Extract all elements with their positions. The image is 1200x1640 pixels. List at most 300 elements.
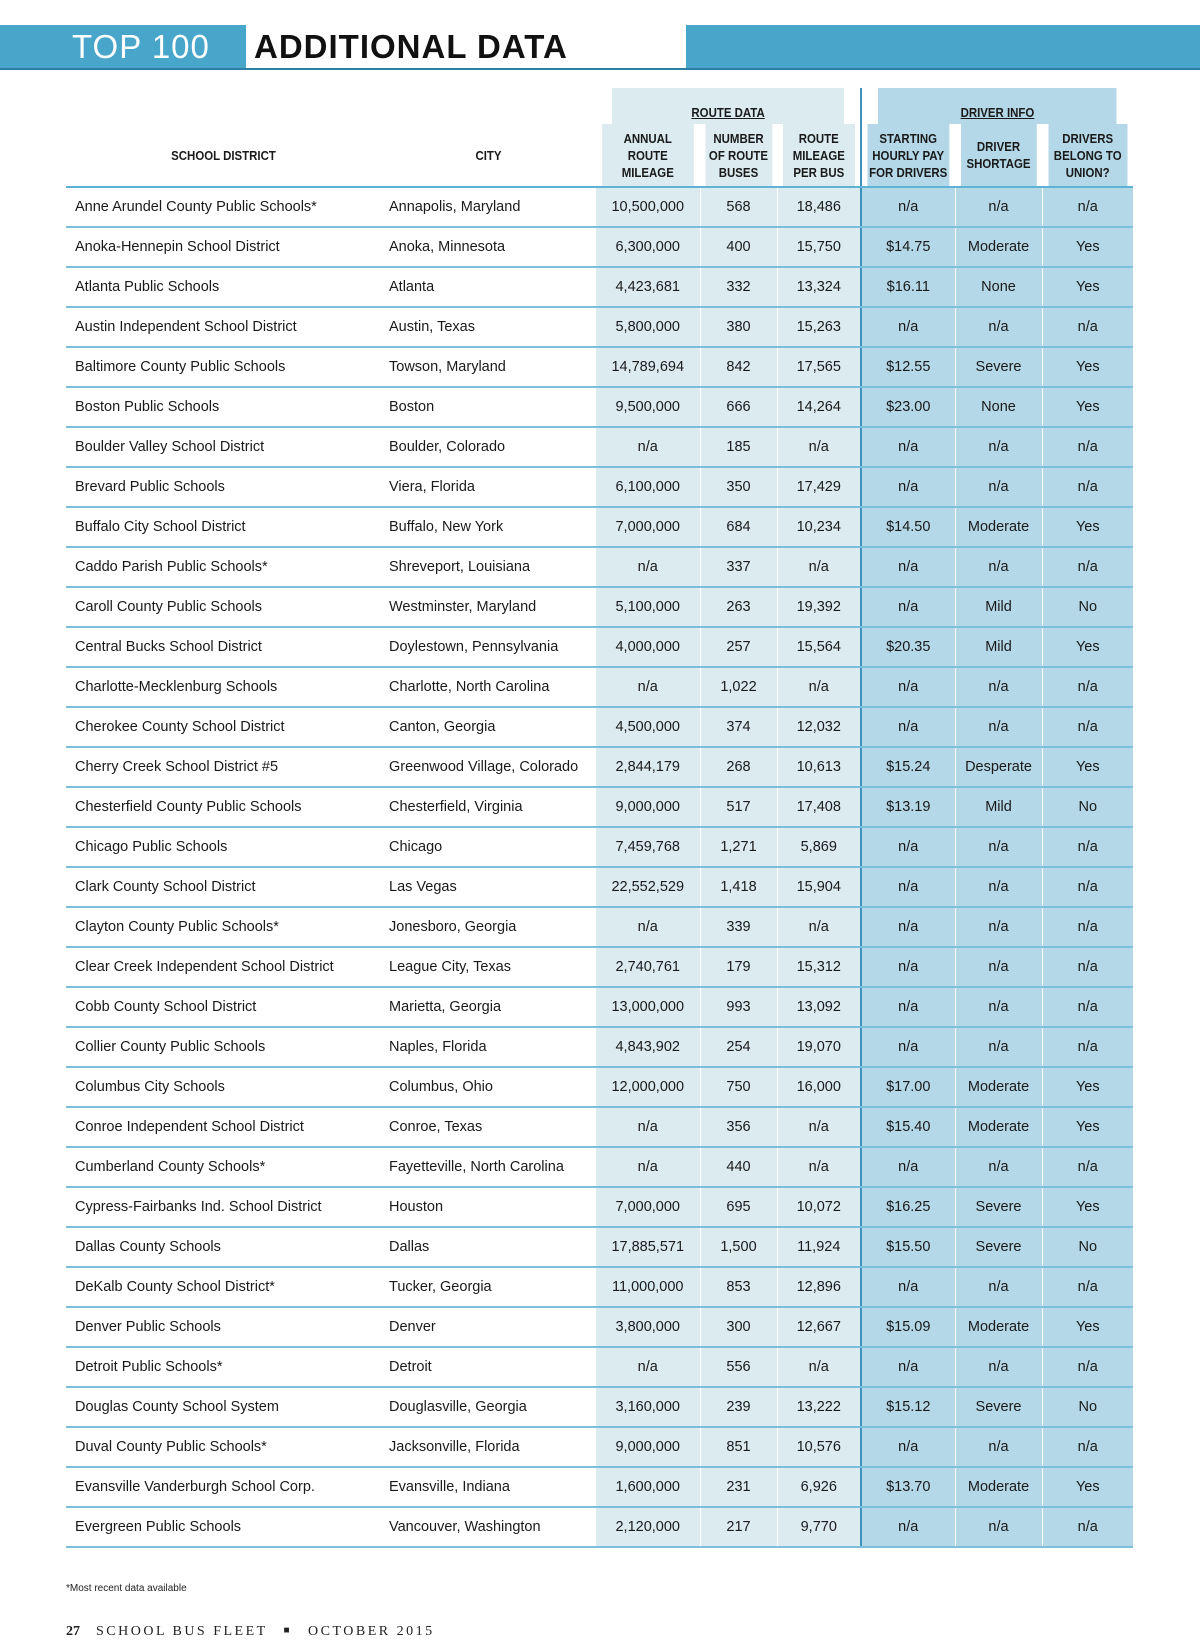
cell-union: Yes — [1042, 1107, 1133, 1147]
table-row — [66, 1307, 1133, 1347]
cell-city: Marietta, Georgia — [381, 987, 596, 1027]
cell-annual-mileage: 7,000,000 — [596, 507, 700, 547]
cell-union: Yes — [1042, 227, 1133, 267]
cell-annual-mileage: 2,120,000 — [596, 1507, 700, 1547]
district-data-table — [66, 88, 1133, 1548]
col-header-shortage: DRIVER SHORTAGE — [960, 124, 1037, 187]
cell-city: Tucker, Georgia — [381, 1267, 596, 1307]
cell-city: Austin, Texas — [381, 307, 596, 347]
cell-union: Yes — [1042, 1067, 1133, 1107]
cell-hourly-pay: $16.25 — [861, 1187, 955, 1227]
cell-district: Douglas County School System — [66, 1387, 381, 1427]
cell-union: Yes — [1042, 1467, 1133, 1507]
cell-union: Yes — [1042, 507, 1133, 547]
table-row — [66, 947, 1133, 987]
cell-mileage-per-bus: n/a — [777, 1147, 861, 1187]
table-row — [66, 1347, 1133, 1387]
cell-driver-shortage: n/a — [955, 907, 1042, 947]
cell-hourly-pay: $13.19 — [861, 787, 955, 827]
cell-district: Conroe Independent School District — [66, 1107, 381, 1147]
cell-city: Charlotte, North Carolina — [381, 667, 596, 707]
cell-district: Denver Public Schools — [66, 1307, 381, 1347]
cell-hourly-pay: $16.11 — [861, 267, 955, 307]
cell-mileage-per-bus: 17,408 — [777, 787, 861, 827]
cell-driver-shortage: None — [955, 267, 1042, 307]
cell-union: n/a — [1042, 427, 1133, 467]
cell-district: Chicago Public Schools — [66, 827, 381, 867]
cell-annual-mileage: 7,000,000 — [596, 1187, 700, 1227]
cell-city: Chesterfield, Virginia — [381, 787, 596, 827]
cell-driver-shortage: Moderate — [955, 1067, 1042, 1107]
cell-annual-mileage: n/a — [596, 907, 700, 947]
cell-hourly-pay: n/a — [861, 187, 955, 227]
cell-route-buses: 1,418 — [700, 867, 777, 907]
cell-district: Dallas County Schools — [66, 1227, 381, 1267]
cell-annual-mileage: 3,800,000 — [596, 1307, 700, 1347]
cell-mileage-per-bus: 12,667 — [777, 1307, 861, 1347]
cell-annual-mileage: 6,100,000 — [596, 467, 700, 507]
cell-city: Houston — [381, 1187, 596, 1227]
cell-mileage-per-bus: 12,896 — [777, 1267, 861, 1307]
cell-driver-shortage: Moderate — [955, 1107, 1042, 1147]
cell-route-buses: 263 — [700, 587, 777, 627]
cell-annual-mileage: 9,000,000 — [596, 1427, 700, 1467]
cell-mileage-per-bus: n/a — [777, 1107, 861, 1147]
col-header-union: DRIVERS BELONG TO UNION? — [1047, 124, 1127, 187]
cell-union: Yes — [1042, 627, 1133, 667]
cell-route-buses: 853 — [700, 1267, 777, 1307]
table-row — [66, 507, 1133, 547]
cell-hourly-pay: n/a — [861, 1027, 955, 1067]
cell-annual-mileage: 11,000,000 — [596, 1267, 700, 1307]
issue-date: OCTOBER 2015 — [308, 1624, 435, 1639]
cell-mileage-per-bus: 13,092 — [777, 987, 861, 1027]
cell-driver-shortage: Moderate — [955, 1307, 1042, 1347]
cell-union: n/a — [1042, 307, 1133, 347]
table-body — [66, 187, 1133, 1547]
cell-union: No — [1042, 1387, 1133, 1427]
cell-union: No — [1042, 787, 1133, 827]
cell-route-buses: 268 — [700, 747, 777, 787]
cell-district: Clark County School District — [66, 867, 381, 907]
cell-union: n/a — [1042, 867, 1133, 907]
cell-annual-mileage: 5,100,000 — [596, 587, 700, 627]
cell-mileage-per-bus: 13,324 — [777, 267, 861, 307]
cell-district: Austin Independent School District — [66, 307, 381, 347]
cell-union: n/a — [1042, 1147, 1133, 1187]
cell-city: Boston — [381, 387, 596, 427]
col-header-mileage: ANNUAL ROUTE MILEAGE — [602, 124, 694, 187]
cell-route-buses: 217 — [700, 1507, 777, 1547]
banner-top-label: TOP 100 — [72, 28, 210, 65]
cell-city: Annapolis, Maryland — [381, 187, 596, 227]
cell-district: Cumberland County Schools* — [66, 1147, 381, 1187]
cell-mileage-per-bus: 19,392 — [777, 587, 861, 627]
cell-driver-shortage: n/a — [955, 1147, 1042, 1187]
cell-hourly-pay: n/a — [861, 1347, 955, 1387]
cell-route-buses: 300 — [700, 1307, 777, 1347]
cell-union: n/a — [1042, 1267, 1133, 1307]
cell-union: Yes — [1042, 267, 1133, 307]
cell-route-buses: 337 — [700, 547, 777, 587]
cell-driver-shortage: Mild — [955, 627, 1042, 667]
banner-title: ADDITIONAL DATA — [254, 28, 568, 65]
cell-district: Atlanta Public Schools — [66, 267, 381, 307]
cell-hourly-pay: n/a — [861, 667, 955, 707]
cell-driver-shortage: n/a — [955, 947, 1042, 987]
cell-hourly-pay: n/a — [861, 707, 955, 747]
cell-hourly-pay: n/a — [861, 1427, 955, 1467]
cell-city: Jacksonville, Florida — [381, 1427, 596, 1467]
cell-route-buses: 231 — [700, 1467, 777, 1507]
cell-annual-mileage: 3,160,000 — [596, 1387, 700, 1427]
cell-union: n/a — [1042, 987, 1133, 1027]
cell-annual-mileage: 9,500,000 — [596, 387, 700, 427]
footer-separator: ■ — [283, 1625, 293, 1636]
cell-route-buses: 332 — [700, 267, 777, 307]
cell-district: Chesterfield County Public Schools — [66, 787, 381, 827]
cell-union: n/a — [1042, 1027, 1133, 1067]
cell-annual-mileage: 10,500,000 — [596, 187, 700, 227]
cell-district: Cherry Creek School District #5 — [66, 747, 381, 787]
cell-mileage-per-bus: 17,429 — [777, 467, 861, 507]
cell-city: Dallas — [381, 1227, 596, 1267]
cell-annual-mileage: 4,500,000 — [596, 707, 700, 747]
cell-route-buses: 350 — [700, 467, 777, 507]
cell-mileage-per-bus: n/a — [777, 547, 861, 587]
cell-district: Evergreen Public Schools — [66, 1507, 381, 1547]
cell-district: Caroll County Public Schools — [66, 587, 381, 627]
table-row — [66, 307, 1133, 347]
cell-route-buses: 185 — [700, 427, 777, 467]
cell-mileage-per-bus: n/a — [777, 907, 861, 947]
cell-city: Denver — [381, 1307, 596, 1347]
table-row — [66, 587, 1133, 627]
cell-driver-shortage: n/a — [955, 1427, 1042, 1467]
table-row — [66, 1187, 1133, 1227]
cell-mileage-per-bus: 17,565 — [777, 347, 861, 387]
cell-route-buses: 179 — [700, 947, 777, 987]
cell-hourly-pay: n/a — [861, 1147, 955, 1187]
cell-district: Columbus City Schools — [66, 1067, 381, 1107]
cell-mileage-per-bus: 10,234 — [777, 507, 861, 547]
cell-driver-shortage: Severe — [955, 347, 1042, 387]
route-data-group-header: ROUTE DATA — [612, 88, 845, 124]
table-row — [66, 1227, 1133, 1267]
cell-mileage-per-bus: 18,486 — [777, 187, 861, 227]
group-header-row — [66, 88, 1133, 124]
cell-mileage-per-bus: n/a — [777, 667, 861, 707]
table-row — [66, 787, 1133, 827]
cell-mileage-per-bus: 14,264 — [777, 387, 861, 427]
cell-driver-shortage: n/a — [955, 547, 1042, 587]
driver-info-group-header: DRIVER INFO — [877, 88, 1116, 124]
cell-driver-shortage: n/a — [955, 467, 1042, 507]
cell-city: Atlanta — [381, 267, 596, 307]
cell-mileage-per-bus: 12,032 — [777, 707, 861, 747]
cell-union: n/a — [1042, 1347, 1133, 1387]
cell-hourly-pay: n/a — [861, 827, 955, 867]
cell-city: Columbus, Ohio — [381, 1067, 596, 1107]
cell-union: Yes — [1042, 747, 1133, 787]
cell-city: Naples, Florida — [381, 1027, 596, 1067]
cell-hourly-pay: n/a — [861, 587, 955, 627]
cell-district: Boulder Valley School District — [66, 427, 381, 467]
table-row — [66, 747, 1133, 787]
cell-annual-mileage: 2,740,761 — [596, 947, 700, 987]
cell-hourly-pay: $14.50 — [861, 507, 955, 547]
cell-hourly-pay: n/a — [861, 467, 955, 507]
cell-city: Boulder, Colorado — [381, 427, 596, 467]
cell-route-buses: 568 — [700, 187, 777, 227]
cell-city: Evansville, Indiana — [381, 1467, 596, 1507]
table-row — [66, 867, 1133, 907]
cell-annual-mileage: n/a — [596, 427, 700, 467]
cell-annual-mileage: 17,885,571 — [596, 1227, 700, 1267]
cell-driver-shortage: n/a — [955, 827, 1042, 867]
table-row — [66, 707, 1133, 747]
cell-city: Viera, Florida — [381, 467, 596, 507]
cell-city: Fayetteville, North Carolina — [381, 1147, 596, 1187]
cell-annual-mileage: 5,800,000 — [596, 307, 700, 347]
table-row — [66, 1427, 1133, 1467]
page-banner — [0, 25, 1200, 70]
cell-district: Boston Public Schools — [66, 387, 381, 427]
table-row — [66, 907, 1133, 947]
cell-route-buses: 517 — [700, 787, 777, 827]
cell-hourly-pay: n/a — [861, 907, 955, 947]
cell-driver-shortage: Moderate — [955, 1467, 1042, 1507]
cell-driver-shortage: Moderate — [955, 227, 1042, 267]
cell-annual-mileage: 9,000,000 — [596, 787, 700, 827]
cell-annual-mileage: 2,844,179 — [596, 747, 700, 787]
cell-annual-mileage: n/a — [596, 547, 700, 587]
cell-union: n/a — [1042, 947, 1133, 987]
cell-district: Detroit Public Schools* — [66, 1347, 381, 1387]
cell-driver-shortage: n/a — [955, 187, 1042, 227]
cell-annual-mileage: 4,843,902 — [596, 1027, 700, 1067]
cell-district: Cypress-Fairbanks Ind. School District — [66, 1187, 381, 1227]
cell-city: Greenwood Village, Colorado — [381, 747, 596, 787]
cell-route-buses: 1,022 — [700, 667, 777, 707]
table-row — [66, 1267, 1133, 1307]
cell-route-buses: 556 — [700, 1347, 777, 1387]
cell-mileage-per-bus: 15,904 — [777, 867, 861, 907]
cell-hourly-pay: n/a — [861, 307, 955, 347]
cell-driver-shortage: n/a — [955, 867, 1042, 907]
table-row — [66, 347, 1133, 387]
cell-city: Canton, Georgia — [381, 707, 596, 747]
cell-mileage-per-bus: 15,564 — [777, 627, 861, 667]
cell-city: Vancouver, Washington — [381, 1507, 596, 1547]
cell-mileage-per-bus: 9,770 — [777, 1507, 861, 1547]
cell-route-buses: 339 — [700, 907, 777, 947]
cell-mileage-per-bus: n/a — [777, 1347, 861, 1387]
cell-hourly-pay: n/a — [861, 427, 955, 467]
col-header-buses: NUMBER OF ROUTE BUSES — [705, 124, 773, 187]
cell-district: Cobb County School District — [66, 987, 381, 1027]
cell-annual-mileage: 22,552,529 — [596, 867, 700, 907]
cell-mileage-per-bus: 10,072 — [777, 1187, 861, 1227]
cell-union: n/a — [1042, 1507, 1133, 1547]
cell-annual-mileage: 6,300,000 — [596, 227, 700, 267]
col-header-pay: STARTING HOURLY PAY FOR DRIVERS — [867, 124, 950, 187]
cell-union: Yes — [1042, 347, 1133, 387]
footnote: *Most recent data available — [66, 1583, 187, 1594]
cell-city: Westminster, Maryland — [381, 587, 596, 627]
cell-city: Buffalo, New York — [381, 507, 596, 547]
cell-hourly-pay: n/a — [861, 867, 955, 907]
cell-district: Charlotte-Mecklenburg Schools — [66, 667, 381, 707]
cell-hourly-pay: n/a — [861, 1267, 955, 1307]
cell-driver-shortage: n/a — [955, 1347, 1042, 1387]
cell-annual-mileage: n/a — [596, 1107, 700, 1147]
cell-driver-shortage: None — [955, 387, 1042, 427]
table-row — [66, 827, 1133, 867]
cell-route-buses: 257 — [700, 627, 777, 667]
cell-driver-shortage: n/a — [955, 667, 1042, 707]
cell-annual-mileage: 12,000,000 — [596, 1067, 700, 1107]
table-row — [66, 187, 1133, 227]
cell-district: Duval County Public Schools* — [66, 1427, 381, 1467]
cell-route-buses: 851 — [700, 1427, 777, 1467]
table-row — [66, 1067, 1133, 1107]
cell-route-buses: 1,500 — [700, 1227, 777, 1267]
cell-driver-shortage: Mild — [955, 587, 1042, 627]
cell-route-buses: 440 — [700, 1147, 777, 1187]
cell-city: Jonesboro, Georgia — [381, 907, 596, 947]
cell-route-buses: 684 — [700, 507, 777, 547]
cell-district: DeKalb County School District* — [66, 1267, 381, 1307]
cell-driver-shortage: n/a — [955, 707, 1042, 747]
cell-hourly-pay: $13.70 — [861, 1467, 955, 1507]
table-row — [66, 627, 1133, 667]
cell-district: Anne Arundel County Public Schools* — [66, 187, 381, 227]
table-row — [66, 987, 1133, 1027]
cell-driver-shortage: n/a — [955, 987, 1042, 1027]
cell-annual-mileage: n/a — [596, 1147, 700, 1187]
table-row — [66, 1147, 1133, 1187]
cell-hourly-pay: $23.00 — [861, 387, 955, 427]
cell-driver-shortage: n/a — [955, 1027, 1042, 1067]
cell-city: Anoka, Minnesota — [381, 227, 596, 267]
table-row — [66, 1507, 1133, 1547]
cell-route-buses: 993 — [700, 987, 777, 1027]
cell-hourly-pay: n/a — [861, 547, 955, 587]
cell-union: n/a — [1042, 547, 1133, 587]
cell-mileage-per-bus: 10,613 — [777, 747, 861, 787]
cell-route-buses: 842 — [700, 347, 777, 387]
cell-mileage-per-bus: 15,312 — [777, 947, 861, 987]
cell-hourly-pay: n/a — [861, 987, 955, 1027]
cell-mileage-per-bus: 16,000 — [777, 1067, 861, 1107]
cell-annual-mileage: 7,459,768 — [596, 827, 700, 867]
cell-district: Evansville Vanderburgh School Corp. — [66, 1467, 381, 1507]
column-header-row — [66, 124, 1133, 187]
cell-union: n/a — [1042, 187, 1133, 227]
cell-mileage-per-bus: 13,222 — [777, 1387, 861, 1427]
cell-city: Doylestown, Pennsylvania — [381, 627, 596, 667]
cell-district: Central Bucks School District — [66, 627, 381, 667]
cell-union: n/a — [1042, 907, 1133, 947]
cell-driver-shortage: Severe — [955, 1227, 1042, 1267]
table-row — [66, 227, 1133, 267]
cell-mileage-per-bus: 15,750 — [777, 227, 861, 267]
cell-route-buses: 239 — [700, 1387, 777, 1427]
cell-city: Douglasville, Georgia — [381, 1387, 596, 1427]
cell-driver-shortage: Mild — [955, 787, 1042, 827]
cell-district: Caddo Parish Public Schools* — [66, 547, 381, 587]
table-row — [66, 667, 1133, 707]
cell-driver-shortage: Moderate — [955, 507, 1042, 547]
cell-route-buses: 374 — [700, 707, 777, 747]
cell-annual-mileage: 1,600,000 — [596, 1467, 700, 1507]
cell-route-buses: 380 — [700, 307, 777, 347]
cell-hourly-pay: $17.00 — [861, 1067, 955, 1107]
cell-mileage-per-bus: 5,869 — [777, 827, 861, 867]
cell-annual-mileage: 13,000,000 — [596, 987, 700, 1027]
cell-annual-mileage: n/a — [596, 1347, 700, 1387]
cell-union: n/a — [1042, 467, 1133, 507]
cell-route-buses: 1,271 — [700, 827, 777, 867]
cell-hourly-pay: n/a — [861, 1507, 955, 1547]
cell-union: Yes — [1042, 1187, 1133, 1227]
cell-route-buses: 254 — [700, 1027, 777, 1067]
cell-district: Cherokee County School District — [66, 707, 381, 747]
cell-district: Baltimore County Public Schools — [66, 347, 381, 387]
cell-mileage-per-bus: 10,576 — [777, 1427, 861, 1467]
table-row — [66, 1107, 1133, 1147]
table-row — [66, 1467, 1133, 1507]
cell-route-buses: 750 — [700, 1067, 777, 1107]
cell-route-buses: 400 — [700, 227, 777, 267]
cell-mileage-per-bus: n/a — [777, 427, 861, 467]
cell-union: No — [1042, 587, 1133, 627]
cell-hourly-pay: $15.12 — [861, 1387, 955, 1427]
cell-city: Chicago — [381, 827, 596, 867]
col-header-per-bus: ROUTE MILEAGE PER BUS — [782, 124, 856, 187]
cell-union: Yes — [1042, 1307, 1133, 1347]
cell-mileage-per-bus: 6,926 — [777, 1467, 861, 1507]
cell-union: Yes — [1042, 387, 1133, 427]
table-row — [66, 1387, 1133, 1427]
cell-city: Conroe, Texas — [381, 1107, 596, 1147]
cell-driver-shortage: Severe — [955, 1387, 1042, 1427]
cell-city: Towson, Maryland — [381, 347, 596, 387]
cell-district: Brevard Public Schools — [66, 467, 381, 507]
cell-driver-shortage: n/a — [955, 427, 1042, 467]
cell-driver-shortage: n/a — [955, 1507, 1042, 1547]
cell-district: Clear Creek Independent School District — [66, 947, 381, 987]
cell-hourly-pay: $20.35 — [861, 627, 955, 667]
cell-hourly-pay: $14.75 — [861, 227, 955, 267]
col-header-district: SCHOOL DISTRICT — [85, 124, 362, 187]
table-row — [66, 547, 1133, 587]
cell-hourly-pay: $15.40 — [861, 1107, 955, 1147]
col-header-city: CITY — [394, 124, 583, 187]
cell-union: n/a — [1042, 667, 1133, 707]
table-row — [66, 467, 1133, 507]
cell-driver-shortage: Desperate — [955, 747, 1042, 787]
cell-hourly-pay: $15.09 — [861, 1307, 955, 1347]
publication-name: SCHOOL BUS FLEET — [96, 1624, 268, 1639]
table-row — [66, 267, 1133, 307]
cell-hourly-pay: $12.55 — [861, 347, 955, 387]
cell-mileage-per-bus: 19,070 — [777, 1027, 861, 1067]
cell-union: No — [1042, 1227, 1133, 1267]
cell-mileage-per-bus: 11,924 — [777, 1227, 861, 1267]
cell-district: Anoka-Hennepin School District — [66, 227, 381, 267]
